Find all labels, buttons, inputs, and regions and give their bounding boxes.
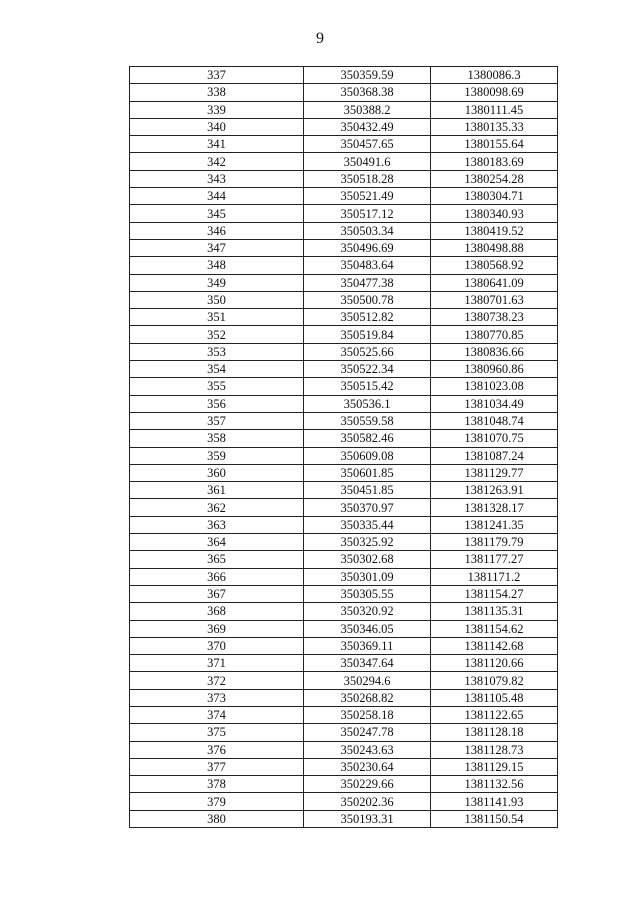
table-row — [130, 516, 558, 533]
x-coordinate-cell: 350503.34 — [304, 222, 431, 239]
x-coordinate-cell: 350536.1 — [304, 395, 431, 412]
x-coordinate-cell: 350500.78 — [304, 291, 431, 308]
y-coordinate-cell: 1381087.24 — [431, 447, 558, 464]
page-number: 9 — [316, 30, 324, 47]
table-row — [130, 412, 558, 429]
x-coordinate-cell: 350346.05 — [304, 620, 431, 637]
y-coordinate-cell: 1380770.85 — [431, 326, 558, 343]
table-row — [130, 741, 558, 758]
x-coordinate-cell: 350370.97 — [304, 499, 431, 516]
x-coordinate-cell: 350609.08 — [304, 447, 431, 464]
point-number-cell: 369 — [130, 620, 304, 637]
y-coordinate-cell: 1381142.68 — [431, 637, 558, 654]
table-row — [130, 655, 558, 672]
y-coordinate-cell: 1381263.91 — [431, 482, 558, 499]
y-coordinate-cell: 1381105.48 — [431, 689, 558, 706]
point-number-cell: 372 — [130, 672, 304, 689]
table-row — [130, 222, 558, 239]
x-coordinate-cell: 350202.36 — [304, 793, 431, 810]
y-coordinate-cell: 1381070.75 — [431, 430, 558, 447]
x-coordinate-cell: 350230.64 — [304, 758, 431, 775]
y-coordinate-cell: 1381128.73 — [431, 741, 558, 758]
y-coordinate-cell: 1380701.63 — [431, 291, 558, 308]
x-coordinate-cell: 350517.12 — [304, 205, 431, 222]
table-row — [130, 67, 558, 84]
y-coordinate-cell: 1381120.66 — [431, 655, 558, 672]
x-coordinate-cell: 350601.85 — [304, 464, 431, 481]
point-number-cell: 345 — [130, 205, 304, 222]
point-number-cell: 364 — [130, 534, 304, 551]
x-coordinate-cell: 350369.11 — [304, 637, 431, 654]
x-coordinate-cell: 350519.84 — [304, 326, 431, 343]
x-coordinate-cell: 350522.34 — [304, 361, 431, 378]
y-coordinate-cell: 1380960.86 — [431, 361, 558, 378]
point-number-cell: 355 — [130, 378, 304, 395]
point-number-cell: 378 — [130, 776, 304, 793]
table-row — [130, 205, 558, 222]
point-number-cell: 371 — [130, 655, 304, 672]
table-row — [130, 84, 558, 101]
table-row — [130, 689, 558, 706]
point-number-cell: 350 — [130, 291, 304, 308]
point-number-cell: 375 — [130, 724, 304, 741]
y-coordinate-cell: 1381122.65 — [431, 706, 558, 723]
table-row — [130, 361, 558, 378]
table-row — [130, 603, 558, 620]
y-coordinate-cell: 1381034.49 — [431, 395, 558, 412]
x-coordinate-cell: 350229.66 — [304, 776, 431, 793]
point-number-cell: 356 — [130, 395, 304, 412]
table-row — [130, 810, 558, 827]
x-coordinate-cell: 350368.38 — [304, 84, 431, 101]
point-number-cell: 340 — [130, 118, 304, 135]
x-coordinate-cell: 350457.65 — [304, 136, 431, 153]
point-number-cell: 338 — [130, 84, 304, 101]
table-row — [130, 620, 558, 637]
x-coordinate-cell: 350243.63 — [304, 741, 431, 758]
y-coordinate-cell: 1380304.71 — [431, 188, 558, 205]
y-coordinate-cell: 1380498.88 — [431, 239, 558, 256]
y-coordinate-cell: 1380340.93 — [431, 205, 558, 222]
table-row — [130, 585, 558, 602]
table-row — [130, 724, 558, 741]
x-coordinate-cell: 350258.18 — [304, 706, 431, 723]
y-coordinate-cell: 1380111.45 — [431, 101, 558, 118]
y-coordinate-cell: 1380155.64 — [431, 136, 558, 153]
point-number-cell: 341 — [130, 136, 304, 153]
point-number-cell: 368 — [130, 603, 304, 620]
x-coordinate-cell: 350247.78 — [304, 724, 431, 741]
coordinates-table-body — [130, 67, 558, 828]
table-row — [130, 499, 558, 516]
point-number-cell: 370 — [130, 637, 304, 654]
table-row — [130, 170, 558, 187]
point-number-cell: 358 — [130, 430, 304, 447]
x-coordinate-cell: 350559.58 — [304, 412, 431, 429]
x-coordinate-cell: 350305.55 — [304, 585, 431, 602]
table-row — [130, 482, 558, 499]
x-coordinate-cell: 350496.69 — [304, 239, 431, 256]
point-number-cell: 344 — [130, 188, 304, 205]
x-coordinate-cell: 350268.82 — [304, 689, 431, 706]
table-row — [130, 291, 558, 308]
table-row — [130, 239, 558, 256]
table-row — [130, 776, 558, 793]
y-coordinate-cell: 1381079.82 — [431, 672, 558, 689]
y-coordinate-cell: 1381129.15 — [431, 758, 558, 775]
point-number-cell: 353 — [130, 343, 304, 360]
x-coordinate-cell: 350359.59 — [304, 67, 431, 84]
y-coordinate-cell: 1381023.08 — [431, 378, 558, 395]
x-coordinate-cell: 350512.82 — [304, 309, 431, 326]
table-row — [130, 395, 558, 412]
table-row — [130, 534, 558, 551]
y-coordinate-cell: 1381179.79 — [431, 534, 558, 551]
y-coordinate-cell: 1381171.2 — [431, 568, 558, 585]
table-row — [130, 551, 558, 568]
point-number-cell: 343 — [130, 170, 304, 187]
point-number-cell: 374 — [130, 706, 304, 723]
x-coordinate-cell: 350193.31 — [304, 810, 431, 827]
x-coordinate-cell: 350325.92 — [304, 534, 431, 551]
table-row — [130, 153, 558, 170]
x-coordinate-cell: 350302.68 — [304, 551, 431, 568]
y-coordinate-cell: 1381150.54 — [431, 810, 558, 827]
table-row — [130, 758, 558, 775]
y-coordinate-cell: 1381141.93 — [431, 793, 558, 810]
x-coordinate-cell: 350432.49 — [304, 118, 431, 135]
table-row — [130, 309, 558, 326]
table-row — [130, 447, 558, 464]
table-row — [130, 257, 558, 274]
x-coordinate-cell: 350483.64 — [304, 257, 431, 274]
table-row — [130, 706, 558, 723]
point-number-cell: 342 — [130, 153, 304, 170]
point-number-cell: 347 — [130, 239, 304, 256]
y-coordinate-cell: 1380641.09 — [431, 274, 558, 291]
table-row — [130, 672, 558, 689]
point-number-cell: 354 — [130, 361, 304, 378]
point-number-cell: 380 — [130, 810, 304, 827]
y-coordinate-cell: 1381135.31 — [431, 603, 558, 620]
x-coordinate-cell: 350451.85 — [304, 482, 431, 499]
point-number-cell: 349 — [130, 274, 304, 291]
y-coordinate-cell: 1381154.62 — [431, 620, 558, 637]
coordinates-table — [129, 66, 558, 828]
point-number-cell: 361 — [130, 482, 304, 499]
y-coordinate-cell: 1380254.28 — [431, 170, 558, 187]
point-number-cell: 337 — [130, 67, 304, 84]
x-coordinate-cell: 350347.64 — [304, 655, 431, 672]
table-row — [130, 343, 558, 360]
y-coordinate-cell: 1380836.66 — [431, 343, 558, 360]
table-row — [130, 101, 558, 118]
y-coordinate-cell: 1381128.18 — [431, 724, 558, 741]
y-coordinate-cell: 1380419.52 — [431, 222, 558, 239]
point-number-cell: 373 — [130, 689, 304, 706]
y-coordinate-cell: 1380568.92 — [431, 257, 558, 274]
x-coordinate-cell: 350582.46 — [304, 430, 431, 447]
point-number-cell: 363 — [130, 516, 304, 533]
y-coordinate-cell: 1381177.27 — [431, 551, 558, 568]
table-row — [130, 326, 558, 343]
table-row — [130, 430, 558, 447]
table-row — [130, 464, 558, 481]
x-coordinate-cell: 350491.6 — [304, 153, 431, 170]
point-number-cell: 362 — [130, 499, 304, 516]
point-number-cell: 352 — [130, 326, 304, 343]
y-coordinate-cell: 1380098.69 — [431, 84, 558, 101]
table-row — [130, 793, 558, 810]
point-number-cell: 359 — [130, 447, 304, 464]
point-number-cell: 366 — [130, 568, 304, 585]
x-coordinate-cell: 350477.38 — [304, 274, 431, 291]
x-coordinate-cell: 350525.66 — [304, 343, 431, 360]
point-number-cell: 348 — [130, 257, 304, 274]
y-coordinate-cell: 1381132.56 — [431, 776, 558, 793]
y-coordinate-cell: 1381154.27 — [431, 585, 558, 602]
point-number-cell: 360 — [130, 464, 304, 481]
x-coordinate-cell: 350294.6 — [304, 672, 431, 689]
table-row — [130, 637, 558, 654]
x-coordinate-cell: 350301.09 — [304, 568, 431, 585]
y-coordinate-cell: 1380135.33 — [431, 118, 558, 135]
x-coordinate-cell: 350515.42 — [304, 378, 431, 395]
y-coordinate-cell: 1380738.23 — [431, 309, 558, 326]
point-number-cell: 339 — [130, 101, 304, 118]
point-number-cell: 376 — [130, 741, 304, 758]
point-number-cell: 346 — [130, 222, 304, 239]
table-row — [130, 568, 558, 585]
table-row — [130, 136, 558, 153]
x-coordinate-cell: 350518.28 — [304, 170, 431, 187]
x-coordinate-cell: 350320.92 — [304, 603, 431, 620]
point-number-cell: 351 — [130, 309, 304, 326]
y-coordinate-cell: 1381129.77 — [431, 464, 558, 481]
y-coordinate-cell: 1381048.74 — [431, 412, 558, 429]
point-number-cell: 367 — [130, 585, 304, 602]
table-row — [130, 188, 558, 205]
point-number-cell: 379 — [130, 793, 304, 810]
y-coordinate-cell: 1380183.69 — [431, 153, 558, 170]
table-row — [130, 274, 558, 291]
point-number-cell: 357 — [130, 412, 304, 429]
y-coordinate-cell: 1381328.17 — [431, 499, 558, 516]
table-row — [130, 378, 558, 395]
y-coordinate-cell: 1381241.35 — [431, 516, 558, 533]
x-coordinate-cell: 350335.44 — [304, 516, 431, 533]
x-coordinate-cell: 350388.2 — [304, 101, 431, 118]
table-row — [130, 118, 558, 135]
x-coordinate-cell: 350521.49 — [304, 188, 431, 205]
point-number-cell: 365 — [130, 551, 304, 568]
point-number-cell: 377 — [130, 758, 304, 775]
y-coordinate-cell: 1380086.3 — [431, 67, 558, 84]
